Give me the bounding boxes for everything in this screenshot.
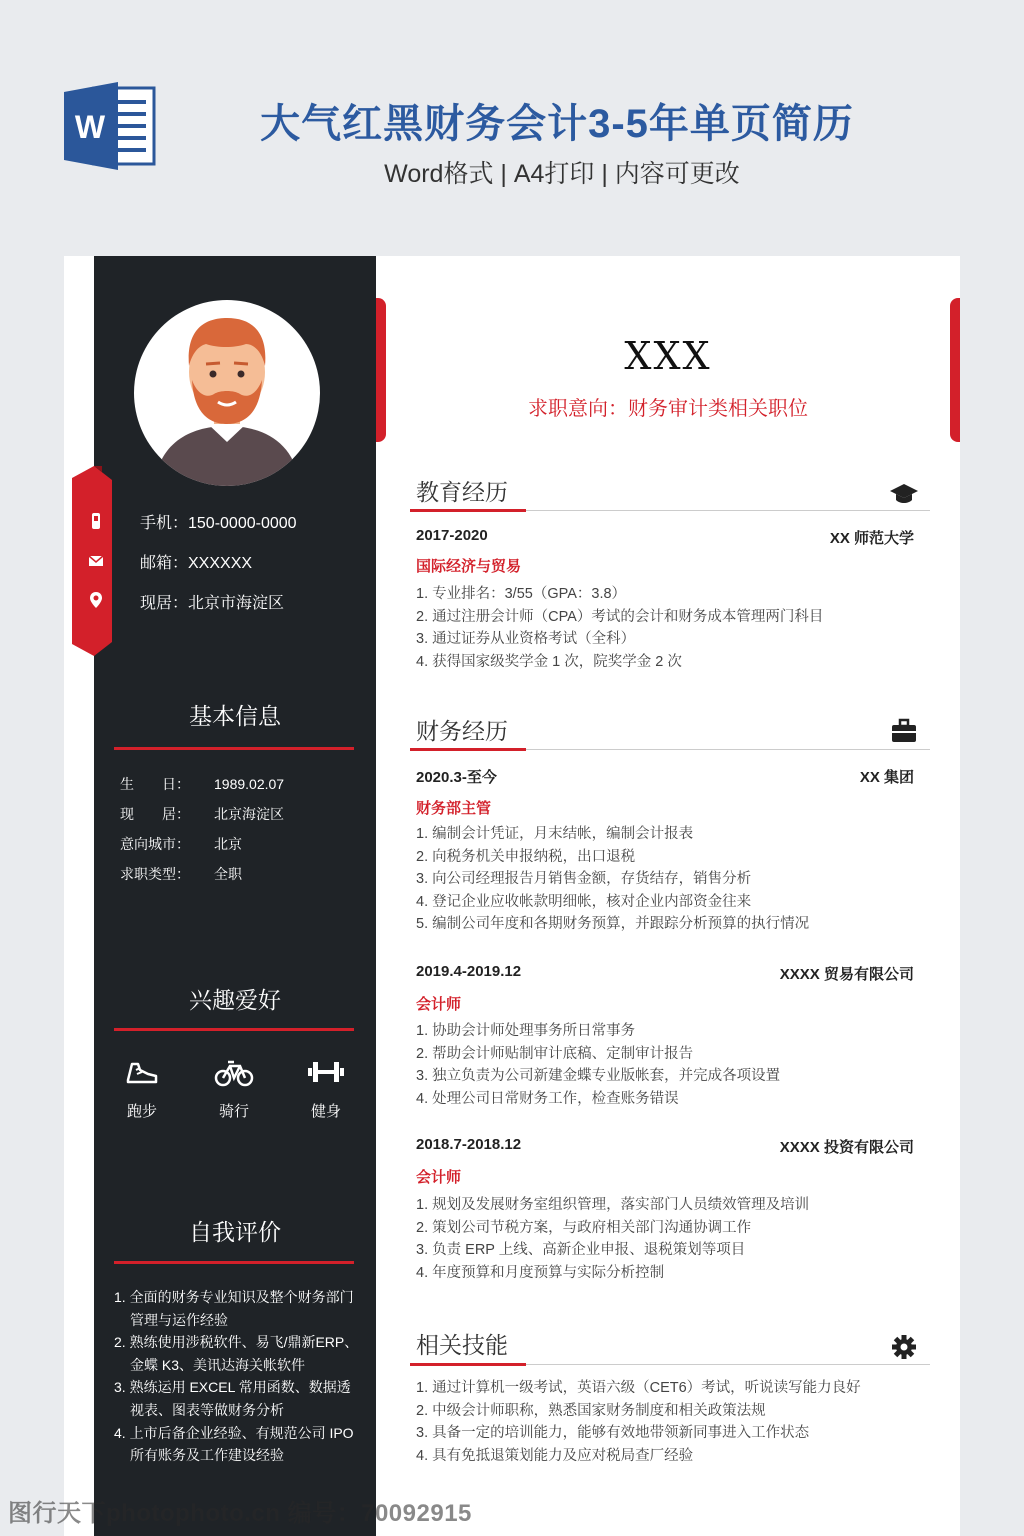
job-date: 2018.7-2018.12 <box>416 1136 522 1153</box>
list-item: 1. 专业排名：3/55（GPA：3.8） <box>416 586 627 602</box>
list-item: 2. 帮助会计师贴制审计底稿、定制审计报告 <box>416 1045 694 1062</box>
job-duties <box>416 823 916 936</box>
job-duties <box>416 1194 916 1284</box>
skills-list <box>416 1377 916 1467</box>
info-row-city <box>120 834 360 854</box>
hobby-label: 骑行 <box>218 1103 249 1120</box>
running-shoe-icon <box>124 1056 160 1088</box>
education-school: XX 师范大学 <box>829 530 914 547</box>
job-duties <box>416 1020 916 1110</box>
list-item: 4. 年度预算和月度预算与实际分析控制 <box>416 1264 665 1281</box>
education-rule-accent <box>410 509 526 512</box>
list-item: 4. 处理公司日常财务工作，检查账务错误 <box>416 1090 679 1107</box>
list-item: 1. 规划及发展财务室组织管理，落实部门人员绩效管理及培训 <box>416 1197 810 1213</box>
list-item: 5. 编制公司年度和各期财务预算，并跟踪分析预算的执行情况 <box>416 916 810 933</box>
info-key: 意向城市： <box>120 836 190 852</box>
list-item: 1. 协助会计师处理事务所日常事务 <box>416 1023 636 1039</box>
education-list <box>416 583 916 673</box>
job-company: XXXX 投资有限公司 <box>779 1139 914 1156</box>
hobby-running <box>112 1056 172 1121</box>
list-item: 3. 独立负责为公司新建金蝶专业版帐套，并完成各项设置 <box>416 1068 781 1085</box>
job-role: 会计师 <box>416 1169 462 1186</box>
list-item: 3. 负责 ERP 上线、高新企业申报、退税策划等项目 <box>416 1242 746 1259</box>
list-item: 2. 策划公司节税方案，与政府相关部门沟通协调工作 <box>416 1219 752 1236</box>
education-heading: 教育经历 <box>416 480 508 506</box>
watermark: 图行天下photophoto.cn 编号：70092915 <box>8 1500 472 1527</box>
education-major: 国际经济与贸易 <box>416 558 522 575</box>
mail-icon <box>86 551 106 571</box>
info-key: 现 居： <box>120 806 190 822</box>
resume-paper <box>64 256 960 1536</box>
job-objective: 求职意向：财务审计类相关职位 <box>528 398 808 420</box>
avatar <box>134 300 320 486</box>
list-item: 2. 中级会计师职称，熟悉国家财务制度和相关政策法规 <box>416 1402 766 1419</box>
hobbies-heading: 兴趣爱好 <box>189 988 281 1014</box>
info-row-residence <box>120 804 360 824</box>
self-eval-list <box>114 1286 360 1467</box>
list-item: 4. 获得国家级奖学金 1 次，院奖学金 2 次 <box>416 653 682 670</box>
hobbies-rule <box>114 1028 354 1031</box>
info-key: 求职类型： <box>120 866 190 882</box>
list-item: 3. 具备一定的培训能力，能够有效地带领新同事进入工作状态 <box>416 1425 810 1442</box>
bicycle-icon <box>214 1056 254 1088</box>
info-value: 北京海淀区 <box>214 806 284 822</box>
list-item: 3. 熟练运用 EXCEL 常用函数、数据透视表、图表等做财务分析 <box>114 1379 351 1418</box>
candidate-name: XXX <box>624 334 712 378</box>
hobby-label: 跑步 <box>126 1103 157 1120</box>
location-icon <box>86 590 106 610</box>
basic-info-rule <box>114 747 354 750</box>
list-item: 3. 通过证券从业资格考试（全科） <box>416 631 636 648</box>
list-item: 4. 上市后备企业经验、有规范公司 IPO 所有账务及工作建设经验 <box>114 1424 354 1464</box>
phone-icon <box>86 511 106 531</box>
self-eval-heading: 自我评价 <box>189 1220 281 1246</box>
experience-heading: 财务经历 <box>416 719 508 745</box>
info-value: 北京 <box>214 836 242 852</box>
list-item: 4. 具有免抵退策划能力及应对税局查厂经验 <box>416 1447 694 1464</box>
job-role: 财务部主管 <box>416 800 492 817</box>
job-date: 2020.3-至今 <box>416 769 497 786</box>
list-item: 3. 向公司经理报告月销售金额，存货结存，销售分析 <box>416 871 752 888</box>
briefcase-icon <box>890 718 918 744</box>
education-date: 2017-2020 <box>416 527 488 544</box>
experience-rule-accent <box>410 748 526 751</box>
list-item: 2. 通过注册会计师（CPA）考试的会计和财务成本管理两门科目 <box>416 608 824 625</box>
basic-info-heading: 基本信息 <box>189 704 281 730</box>
contact-location: 现居：北京市海淀区 <box>140 595 285 612</box>
skills-rule-accent <box>410 1363 526 1366</box>
page-title: 大气红黑财务会计3-5年单页简历 <box>260 102 854 146</box>
skills-heading: 相关技能 <box>416 1333 508 1359</box>
info-value: 全职 <box>214 866 242 882</box>
graduation-cap-icon <box>890 480 918 506</box>
info-value: 1989.02.07 <box>214 776 285 792</box>
contact-email: 邮箱：XXXXXX <box>140 555 253 572</box>
hobby-label: 健身 <box>310 1103 341 1120</box>
info-key: 生 日： <box>120 776 190 792</box>
hobby-cycling <box>204 1056 264 1121</box>
job-date: 2019.4-2019.12 <box>416 963 522 980</box>
contact-phone: 手机：150-0000-0000 <box>140 515 297 532</box>
list-item: 1. 全面的财务专业知识及整个财务部门管理与运作经验 <box>114 1289 354 1328</box>
page-subtitle: Word格式 | A4打印 | 内容可更改 <box>384 160 740 188</box>
job-role: 会计师 <box>416 996 462 1013</box>
info-row-birthday <box>120 774 360 794</box>
list-item: 4. 登记企业应收帐款明细帐，核对企业内部资金往来 <box>416 893 752 910</box>
info-row-job-type <box>120 864 360 884</box>
red-tab-right <box>950 298 960 442</box>
self-eval-rule <box>114 1261 354 1264</box>
red-tab-left <box>376 298 386 442</box>
list-item: 2. 向税务机关申报纳税，出口退税 <box>416 848 636 865</box>
list-item: 1. 通过计算机一级考试，英语六级（CET6）考试，听说读写能力良好 <box>416 1380 861 1396</box>
word-logo-letter: W <box>74 109 106 145</box>
list-item: 1. 编制会计凭证，月末结帐，编制会计报表 <box>416 826 694 842</box>
job-company: XX 集团 <box>859 769 914 786</box>
job-company: XXXX 贸易有限公司 <box>779 966 914 983</box>
dumbbell-icon <box>306 1056 346 1088</box>
list-item: 2. 熟练使用涉税软件、易飞/鼎新ERP、金蝶 K3、美讯达海关帐软件 <box>114 1334 359 1373</box>
gear-icon <box>890 1334 918 1360</box>
hobby-fitness <box>296 1056 356 1121</box>
